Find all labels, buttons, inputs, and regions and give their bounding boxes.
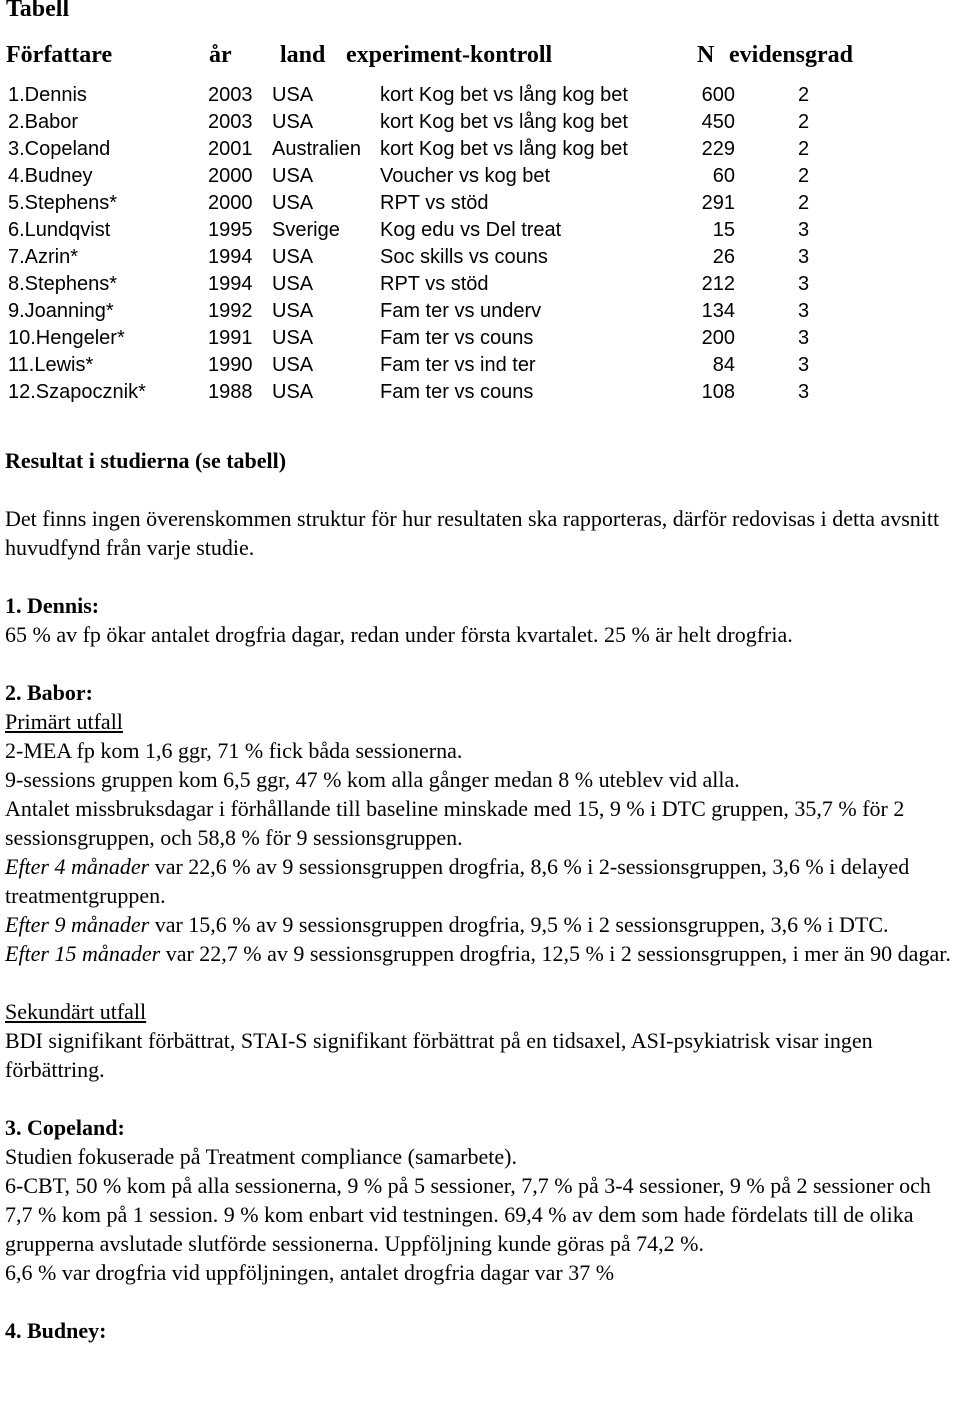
cell-author: 10.Hengeler* — [8, 327, 125, 349]
cell-comparison: Voucher vs kog bet — [380, 165, 551, 187]
study2-p1: 2-MEA fp kom 1,6 ggr, 71 % fick båda sessionerna. — [5, 738, 463, 763]
table-header — [0, 40, 960, 70]
study2-p5-lead: Efter 9 månader — [5, 912, 150, 937]
cell-author: 7.Azrin* — [8, 246, 79, 268]
cell-evidence: 3 — [798, 381, 810, 403]
cell-evidence: 3 — [798, 219, 810, 241]
cell-comparison: Kog edu vs Del treat — [380, 219, 562, 241]
cell-n: 60 — [712, 165, 735, 187]
cell-author: 4.Budney — [8, 165, 93, 187]
cell-author: 9.Joanning* — [8, 300, 114, 322]
header-author: Författare — [6, 42, 113, 68]
table-row — [0, 352, 960, 379]
study2-p4-rest: var 22,6 % av 9 sessionsgruppen drogfria, 8,6 % i 2-sessionsgruppen, 3,6 % i delayed treatmentgruppen. — [5, 854, 910, 908]
table-row — [0, 82, 960, 109]
cell-year: 2001 — [208, 138, 253, 160]
study2-p2: 9-sessions gruppen kom 6,5 ggr, 47 % kom alla gånger medan 8 % uteblev vid alla. — [5, 767, 740, 792]
cell-author: 6.Lundqvist — [8, 219, 111, 241]
study2-p6 — [5, 939, 955, 968]
study4-heading: 4. Budney: — [5, 1318, 107, 1343]
cell-comparison: RPT vs stöd — [380, 192, 489, 214]
cell-comparison: kort Kog bet vs lång kog bet — [380, 84, 628, 106]
cell-n: 212 — [701, 273, 735, 295]
cell-evidence: 3 — [798, 327, 810, 349]
study2-p4-lead: Efter 4 månader — [5, 854, 150, 879]
cell-comparison: Fam ter vs couns — [380, 381, 534, 403]
cell-country: USA — [272, 381, 314, 403]
study3-p3: 6,6 % var drogfria vid uppföljningen, antalet drogfria dagar var 37 % — [5, 1260, 615, 1285]
study2-p3: Antalet missbruksdagar i förhållande till baseline minskade med 15, 9 % i DTC gruppen, 35,7 % för 2 sessionsgruppen, och 58,8 % för 9 sessionsgruppen. — [5, 796, 905, 850]
cell-year: 2003 — [208, 84, 253, 106]
cell-n: 600 — [701, 84, 735, 106]
cell-year: 1995 — [208, 219, 253, 241]
cell-author: 5.Stephens* — [8, 192, 117, 214]
study2-p6-lead: Efter 15 månader — [5, 941, 161, 966]
cell-n: 450 — [701, 111, 735, 133]
study2-secondary-label: Sekundärt utfall — [5, 999, 147, 1024]
table-row — [0, 298, 960, 325]
page-title: Tabell — [6, 0, 70, 22]
cell-evidence: 3 — [798, 246, 810, 268]
cell-evidence: 2 — [798, 84, 810, 106]
cell-author: 1.Dennis — [8, 84, 87, 106]
cell-year: 2000 — [208, 192, 253, 214]
table-row — [0, 190, 960, 217]
study-table — [0, 82, 960, 406]
cell-author: 11.Lewis* — [8, 354, 94, 376]
cell-evidence: 2 — [798, 165, 810, 187]
cell-country: USA — [272, 300, 314, 322]
cell-comparison: Soc skills vs couns — [380, 246, 548, 268]
cell-country: Australien — [272, 138, 361, 160]
cell-author: 12.Szapocznik* — [8, 381, 146, 403]
cell-n: 84 — [712, 354, 735, 376]
cell-comparison: kort Kog bet vs lång kog bet — [380, 111, 628, 133]
study2-p6-rest: var 22,7 % av 9 sessionsgruppen drogfria, 12,5 % i 2 sessionsgruppen, i mer än 90 dagar. — [160, 941, 951, 966]
cell-evidence: 3 — [798, 354, 810, 376]
cell-year: 1992 — [208, 300, 253, 322]
cell-country: USA — [272, 84, 314, 106]
cell-comparison: RPT vs stöd — [380, 273, 489, 295]
study2-p7: BDI signifikant förbättrat, STAI-S signifikant förbättrat på en tidsaxel, ASI-psykiatrisk visar ingen förbättring. — [5, 1028, 873, 1082]
cell-country: USA — [272, 354, 314, 376]
cell-country: USA — [272, 165, 314, 187]
cell-n: 15 — [712, 219, 735, 241]
cell-n: 26 — [712, 246, 735, 268]
study3-p1: Studien fokuserade på Treatment compliance (samarbete). — [5, 1144, 517, 1169]
table-row — [0, 271, 960, 298]
cell-year: 1994 — [208, 246, 253, 268]
cell-country: USA — [272, 273, 314, 295]
table-row — [0, 244, 960, 271]
cell-comparison: Fam ter vs ind ter — [380, 354, 536, 376]
study1-heading: 1. Dennis: — [5, 593, 100, 618]
study1-text: 65 % av fp ökar antalet drogfria dagar, redan under första kvartalet. 25 % är helt drogfria. — [5, 622, 793, 647]
cell-evidence: 2 — [798, 111, 810, 133]
study3-p2: 6-CBT, 50 % kom på alla sessionerna, 9 % på 5 sessioner, 7,7 % på 3-4 sessioner, 9 % på 2 sessioner och 7,7 % kom på 1 session. 9 % kom enbart vid testningen. 69,4 % av dem som hade fördelats till de olika grupperna avslutade slutförde sessionerna. Uppföljning kunde göras på 74,2 %. — [5, 1173, 931, 1256]
study2-p5-rest: var 15,6 % av 9 sessionsgruppen drogfria, 9,5 % i 2 sessionsgruppen, 3,6 % i DTC. — [149, 912, 889, 937]
cell-comparison: Fam ter vs couns — [380, 327, 534, 349]
cell-comparison: Fam ter vs underv — [380, 300, 542, 322]
cell-n: 291 — [701, 192, 735, 214]
cell-evidence: 3 — [798, 273, 810, 295]
cell-country: Sverige — [272, 219, 340, 241]
cell-country: USA — [272, 111, 314, 133]
cell-author: 2.Babor — [8, 111, 79, 133]
table-row — [0, 136, 960, 163]
cell-comparison: kort Kog bet vs lång kog bet — [380, 138, 628, 160]
table-row — [0, 217, 960, 244]
table-row — [0, 109, 960, 136]
cell-year: 2000 — [208, 165, 253, 187]
study2-p4 — [5, 852, 955, 910]
cell-n: 108 — [701, 381, 735, 403]
cell-country: USA — [272, 192, 314, 214]
study3-heading: 3. Copeland: — [5, 1115, 125, 1140]
header-country: land — [280, 42, 326, 68]
cell-year: 1994 — [208, 273, 253, 295]
table-row — [0, 163, 960, 190]
header-comparison: experiment-kontroll — [346, 42, 553, 68]
cell-author: 3.Copeland — [8, 138, 111, 160]
header-year: år — [209, 42, 232, 68]
cell-country: USA — [272, 327, 314, 349]
results-section — [5, 446, 955, 1345]
cell-evidence: 2 — [798, 192, 810, 214]
header-evidence: evidensgrad — [729, 42, 854, 68]
cell-n: 134 — [701, 300, 735, 322]
table-row — [0, 325, 960, 352]
results-intro: Det finns ingen överenskommen struktur för hur resultaten ska rapporteras, därför redovisas i detta avsnitt huvudfynd från varje studie. — [5, 506, 940, 560]
cell-year: 1990 — [208, 354, 253, 376]
study2-p5 — [5, 910, 955, 939]
cell-year: 1991 — [208, 327, 253, 349]
header-n: N — [697, 42, 715, 68]
cell-evidence: 2 — [798, 138, 810, 160]
cell-year: 2003 — [208, 111, 253, 133]
cell-author: 8.Stephens* — [8, 273, 117, 295]
study2-primary-label: Primärt utfall — [5, 709, 123, 734]
table-row — [0, 379, 960, 406]
study2-heading: 2. Babor: — [5, 680, 93, 705]
results-heading: Resultat i studierna (se tabell) — [5, 448, 287, 473]
cell-n: 229 — [701, 138, 735, 160]
cell-country: USA — [272, 246, 314, 268]
cell-evidence: 3 — [798, 300, 810, 322]
cell-year: 1988 — [208, 381, 253, 403]
cell-n: 200 — [701, 327, 735, 349]
